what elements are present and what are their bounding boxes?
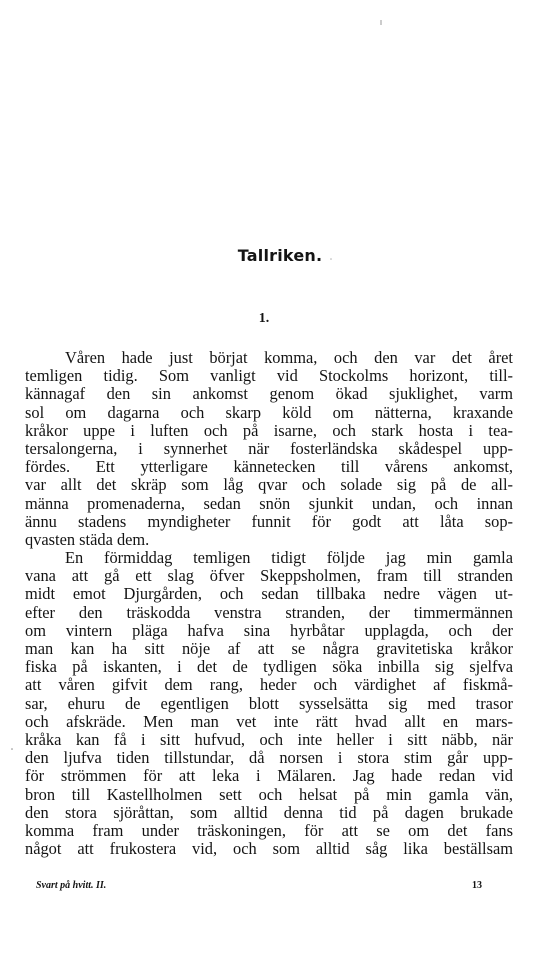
speck-mark [11,748,13,750]
text-line: man kan ha sitt nöje af att se några gravitetiska kråkor [25,640,513,658]
text-line: att våren gifvit dem rang, heder och värdighet af fiskmå- [25,676,513,695]
text-line: kännagaf den sin ankomst genom ökad sjuklighet, varm [25,385,513,404]
page-number: 13 [472,880,482,891]
chapter-title: Tallriken. [237,246,323,265]
running-footer-title: Svart på hvitt. II. [36,880,107,891]
text-line: något att frukostera vid, och som alltid såg lika beställsam [25,840,513,859]
text-line: tersalongerna, i synnerhet när fosterländska skådespel upp- [25,439,513,458]
text-line: sol om dagarna och skarp köld om nätterna, kraxande [25,403,513,422]
text-line: och afskräde. Men man vet inte rätt hvad allt en mars- [25,712,513,731]
paragraph [25,549,513,858]
text-line: om vintern pläga hafva sina hyrbåtar upplagda, och der [25,621,513,640]
text-line: ännu stadens myndigheter funnit för godt att låta sop- [25,512,513,531]
text-line: den stora sjöråttan, som alltid denna tid på dagen brukade [25,803,513,822]
paragraph [25,349,513,549]
section-number: 1. [258,311,270,326]
text-line: för strömmen för att leka i Mälaren. Jag hade redan vid [25,767,513,786]
text-line: vana att gå ett slag öfver Skeppsholmen, fram till stranden [25,567,513,586]
text-line: sar, ehuru de egentligen blott sysselsätta sig med trasor [25,694,513,713]
text-line: männa promenaderna, sedan snön sjunkit undan, och innan [25,494,513,513]
text-line: var allt det skräp som låg qvar och solade sig på de all- [25,476,513,495]
text-line: komma fram under träskoningen, för att se om det fans [25,821,513,840]
text-line: En förmiddag temligen tidigt följde jag min gamla [65,549,513,568]
text-line: midt emot Djurgården, och sedan tillbaka nedre vägen ut- [25,585,513,604]
text-line: temligen tidig. Som vanligt vid Stockolms horizont, till- [25,367,513,386]
text-line: kråka kan få i sitt hufvud, och inte heller i sitt näbb, när [25,730,513,749]
text-line: qvasten städa dem. [25,530,150,549]
text-line: kråkor uppe i luften och på isarne, och stark hosta i tea- [25,421,513,440]
text-line: fördes. Ett ytterligare kännetecken till vårens ankomst, [25,458,513,477]
text-line: den ljufva tiden tillstundar, då norsen i stora stim går upp- [25,749,513,768]
text-line: Våren hade just börjat komma, och den var det året [65,349,513,367]
body-text [25,349,513,858]
text-line: efter den träskodda venstra stranden, der timmermännen [25,603,513,622]
text-line: fiska på iskanten, i det de tydligen söka inbilla sig sjelfva [25,658,513,677]
text-line: bron till Kastellholmen sett och helsat på min gamla vän, [25,785,513,804]
